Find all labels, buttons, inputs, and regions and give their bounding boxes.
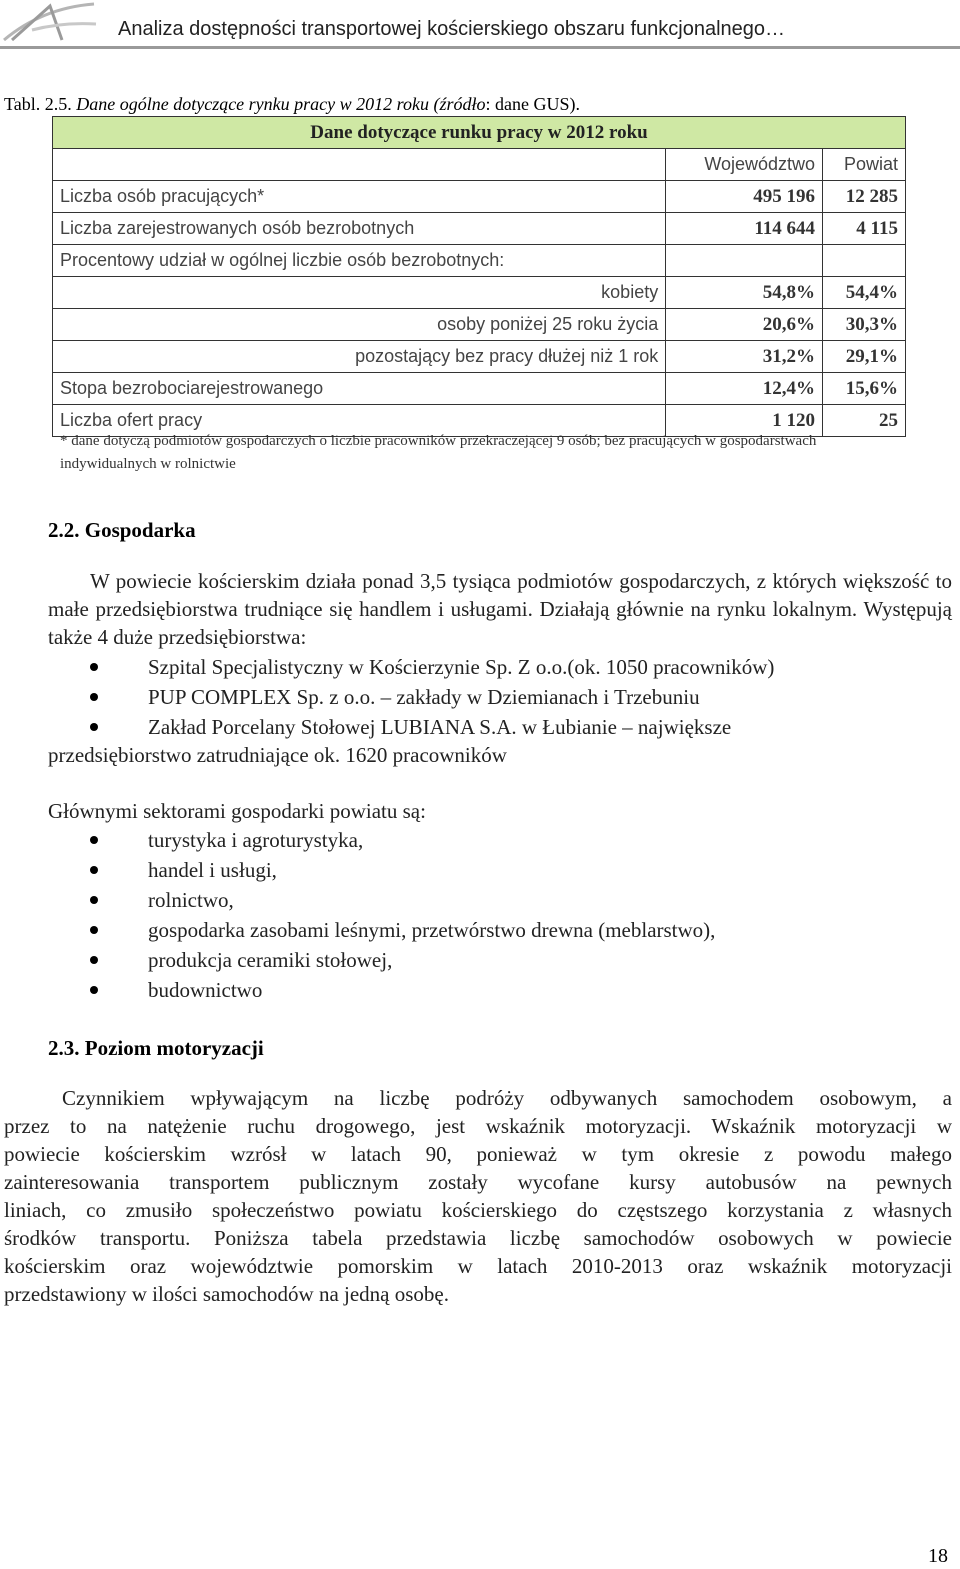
- table-row: [53, 181, 906, 213]
- cell-powiat: 30,3%: [823, 309, 906, 341]
- cell-wojewodztwo: 1 120: [666, 405, 823, 437]
- cell-wojewodztwo: 31,2%: [666, 341, 823, 373]
- cell-wojewodztwo: 12,4%: [666, 373, 823, 405]
- row-label: osoby poniżej 25 roku życia: [53, 309, 666, 341]
- cell-powiat: 25: [823, 405, 906, 437]
- row-label: kobiety: [53, 277, 666, 309]
- caption-italic: Dane ogólne dotyczące rynku pracy w 2012 roku (źródło: [76, 94, 486, 114]
- paragraph-line: kościerskim oraz województwie pomorskim w latach 2010-2013 oraz wskaźnik motoryzacji: [4, 1254, 952, 1278]
- paragraph-line: środków transportu. Poniższa tabela przedstawia liczbę samochodów osobowych w powiecie: [4, 1226, 952, 1250]
- cell-powiat: 12 285: [823, 181, 906, 213]
- section-heading-motorization: 2.3. Poziom motoryzacji: [48, 1036, 264, 1060]
- sectors-intro: Głównymi sektorami gospodarki powiatu są:: [48, 799, 426, 823]
- row-label: Stopa bezrobociarejestrowanego: [53, 373, 666, 405]
- row-label: Liczba ofert pracy: [53, 405, 666, 437]
- list-item: budownictwo: [88, 975, 715, 1005]
- paragraph-line: liniach, co zmusiło społeczeństwo powiatu kościerskiego do częstszego korzystania z własnych: [4, 1198, 952, 1222]
- row-label: Procentowy udział w ogólnej liczbie osób bezrobotnych:: [53, 245, 666, 277]
- cell-powiat: [823, 245, 906, 277]
- labour-market-table: [52, 116, 906, 437]
- companies-list-continuation: przedsiębiorstwo zatrudniające ok. 1620 pracowników: [48, 743, 507, 767]
- caption-prefix: Tabl. 2.5.: [4, 94, 77, 114]
- cell-wojewodztwo: 495 196: [666, 181, 823, 213]
- table-row: [53, 277, 906, 309]
- list-item: Szpital Specjalistyczny w Kościerzynie Sp. Z o.o.(ok. 1050 pracowników): [88, 652, 774, 682]
- row-label: Liczba osób pracujących*: [53, 181, 666, 213]
- cell-wojewodztwo: 20,6%: [666, 309, 823, 341]
- list-item: produkcja ceramiki stołowej,: [88, 945, 715, 975]
- companies-list: [88, 652, 774, 742]
- cell-powiat: 29,1%: [823, 341, 906, 373]
- column-header-powiat: Powiat: [823, 149, 906, 181]
- table-footnote: * dane dotyczą podmiotów gospodarczych o liczbie pracowników przekraczejącej 9 osób; bez pracujących w gospodarstwach indywidualnych w rolnictwie: [60, 433, 817, 472]
- list-item: gospodarka zasobami leśnymi, przetwórstwo drewna (meblarstwo),: [88, 915, 715, 945]
- section-heading-economy: 2.2. Gospodarka: [48, 518, 196, 542]
- cell-wojewodztwo: [666, 245, 823, 277]
- sectors-list: [88, 825, 715, 1005]
- cell-wojewodztwo: 114 644: [666, 213, 823, 245]
- running-header-title: Analiza dostępności transportowej kościerskiego obszaru funkcjonalnego…: [118, 18, 786, 40]
- list-item: Zakład Porcelany Stołowej LUBIANA S.A. w Łubianie – największe: [88, 712, 774, 742]
- cell-powiat: 4 115: [823, 213, 906, 245]
- paragraph-line: przedstawiony w ilości samochodów na jedną osobę.: [4, 1282, 449, 1306]
- paragraph-line: Czynnikiem wpływającym na liczbę podróży odbywanych samochodem osobowym, a: [62, 1086, 952, 1110]
- row-label: Liczba zarejestrowanych osób bezrobotnych: [53, 213, 666, 245]
- table-caption: [4, 94, 580, 115]
- cell-wojewodztwo: 54,8%: [666, 277, 823, 309]
- table-header-row: [53, 149, 906, 181]
- column-header-wojewodztwo: Województwo: [666, 149, 823, 181]
- motorization-paragraph: [4, 1084, 952, 1308]
- paragraph-line: powiecie kościerskim wzrósł w latach 90, ponieważ w tym okresie z powodu małego: [4, 1142, 952, 1166]
- table-title: Dane dotyczące runku pracy w 2012 roku: [53, 117, 906, 149]
- table-header-empty: [53, 149, 666, 181]
- table-row: [53, 245, 906, 277]
- table-row: [53, 213, 906, 245]
- list-item: handel i usługi,: [88, 855, 715, 885]
- list-item: rolnictwo,: [88, 885, 715, 915]
- paragraph-line: zainteresowania transportem publicznym zostały wycofane kursy autobusów na pewnych: [4, 1170, 952, 1194]
- page-number: 18: [928, 1545, 948, 1567]
- cell-powiat: 15,6%: [823, 373, 906, 405]
- cell-powiat: 54,4%: [823, 277, 906, 309]
- table-row: [53, 373, 906, 405]
- row-label: pozostający bez pracy dłużej niż 1 rok: [53, 341, 666, 373]
- list-item: PUP COMPLEX Sp. z o.o. – zakłady w Dziemianach i Trzebuniu: [88, 682, 774, 712]
- table-row: [53, 341, 906, 373]
- table-title-row: [53, 117, 906, 149]
- paragraph-line: przez to na natężenie ruchu drogowego, jest wskaźnik motoryzacji. Wskaźnik motoryzacji w: [4, 1114, 952, 1138]
- header-divider: [0, 46, 960, 49]
- list-item: turystyka i agroturystyka,: [88, 825, 715, 855]
- caption-suffix: : dane GUS).: [485, 94, 580, 114]
- table-row: [53, 309, 906, 341]
- economy-intro-paragraph: W powiecie kościerskim działa ponad 3,5 tysiąca podmiotów gospodarczych, z których większość to małe przedsiębiorstwa trudniące się handlem i usługami. Działają głównie na rynku lokalnym. Występują także 4 duże przedsiębiorstwa:: [48, 569, 952, 649]
- publisher-logo-icon: [2, 0, 98, 44]
